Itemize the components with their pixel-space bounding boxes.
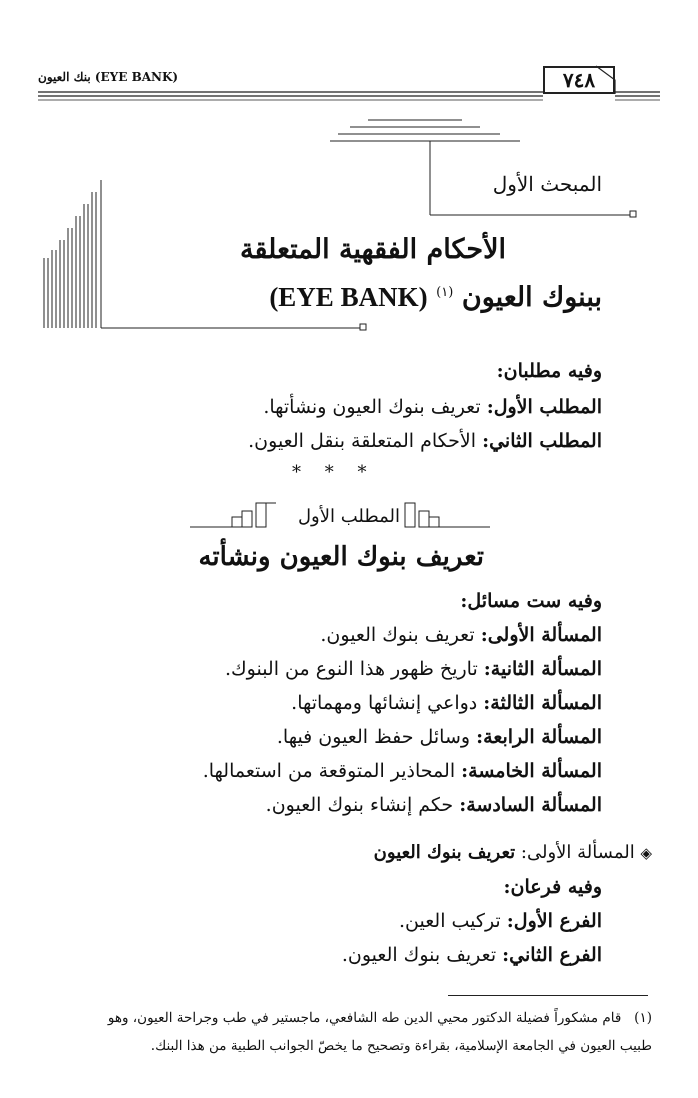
item-label: الفرع الأول: bbox=[506, 910, 602, 932]
section-ornament bbox=[0, 110, 698, 350]
intro-item-text: تعريف بنوك العيون ونشأتها. bbox=[263, 396, 481, 418]
item-text: المحاذير المتوقعة من استعمالها. bbox=[202, 760, 456, 782]
issue-list-item bbox=[225, 658, 602, 680]
item-text: تعريف بنوك العيون. bbox=[320, 624, 475, 646]
item-label: المسألة الثانية: bbox=[483, 658, 602, 680]
issue-list-item bbox=[203, 760, 602, 782]
item-label: المسألة الخامسة: bbox=[461, 760, 602, 782]
footnote-line2: طبيب العيون في الجامعة الإسلامية، بقراءة وتصحيح ما يخصّ الجوانب الطبية من هذا البنك. bbox=[150, 1038, 652, 1054]
intro-item-text: الأحكام المتعلقة بنقل العيون. bbox=[248, 430, 477, 452]
subsection-title: تعريف بنوك العيون ونشأته bbox=[198, 542, 484, 572]
footnote-line1 bbox=[108, 1010, 652, 1026]
issue-list-item bbox=[277, 726, 602, 748]
issue-list-item bbox=[266, 794, 602, 816]
issue-heading-title: تعريف بنوك العيون bbox=[373, 842, 516, 863]
item-label: الفرع الثاني: bbox=[502, 944, 602, 966]
title-arabic: ببنوك العيون bbox=[461, 282, 602, 313]
section-title-line1: الأحكام الفقهية المتعلقة bbox=[240, 234, 506, 265]
intro-item bbox=[263, 396, 602, 418]
title-footnote-mark: (١) bbox=[436, 285, 454, 300]
item-label: المسألة الأولى: bbox=[480, 624, 602, 646]
section-label: المبحث الأول bbox=[492, 172, 602, 196]
intro-lead: وفيه مطلبان: bbox=[496, 360, 602, 382]
item-text: تركيب العين. bbox=[399, 910, 501, 932]
branch-item bbox=[342, 944, 602, 966]
issue-heading bbox=[374, 842, 652, 863]
diamond-bullet-icon: ◈ bbox=[640, 844, 652, 862]
header-rules bbox=[0, 0, 698, 110]
subsection-label: المطلب الأول bbox=[297, 506, 400, 527]
running-title: بنك العيون (EYE BANK) bbox=[38, 70, 179, 84]
title-english: (EYE BANK) bbox=[269, 282, 428, 312]
footnote-rule bbox=[448, 995, 648, 996]
intro-item-label: المطلب الأول: bbox=[486, 396, 602, 418]
intro-item-label: المطلب الثاني: bbox=[482, 430, 602, 452]
item-text: وسائل حفظ العيون فيها. bbox=[276, 726, 471, 748]
item-label: المسألة الثالثة: bbox=[483, 692, 602, 714]
intro-item bbox=[248, 430, 602, 452]
item-text: تعريف بنوك العيون. bbox=[341, 944, 497, 966]
section-title-line2 bbox=[269, 282, 602, 313]
item-text: دواعي إنشائها ومهماتها. bbox=[291, 692, 478, 714]
subsection-lead: وفيه ست مسائل: bbox=[460, 590, 602, 612]
item-text: حكم إنشاء بنوك العيون. bbox=[265, 794, 454, 816]
item-text: تاريخ ظهور هذا النوع من البنوك. bbox=[224, 658, 478, 680]
page-number: ٧٤٨ bbox=[543, 66, 615, 94]
footnote-marker: (١) bbox=[634, 1010, 652, 1026]
issue-heading-label: المسألة الأولى: bbox=[520, 842, 635, 863]
footnote-text: قام مشكوراً فضيلة الدكتور محيي الدين طه الشافعي، ماجستير في طب وجراحة العيون، وهو bbox=[107, 1010, 622, 1026]
branch-item bbox=[399, 910, 602, 932]
issue-list-item bbox=[320, 624, 602, 646]
item-label: المسألة السادسة: bbox=[459, 794, 602, 816]
item-label: المسألة الرابعة: bbox=[476, 726, 602, 748]
issue-lead: وفيه فرعان: bbox=[503, 876, 602, 898]
issue-list-item bbox=[291, 692, 602, 714]
separator-stars: * * * bbox=[292, 462, 367, 483]
